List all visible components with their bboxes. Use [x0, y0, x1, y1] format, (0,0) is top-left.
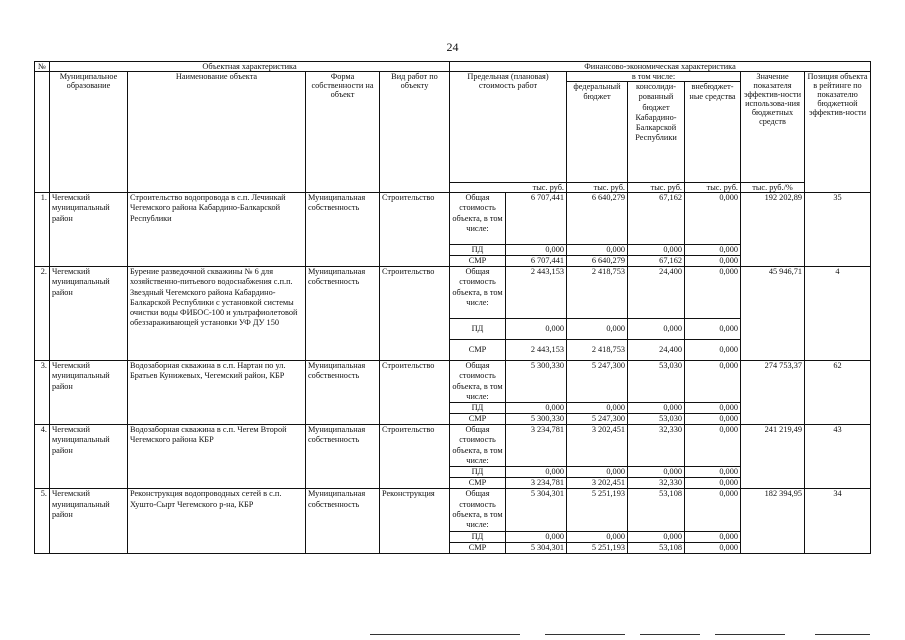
label-pd: ПД [450, 319, 506, 340]
cell-pd-cost: 0,000 [506, 403, 567, 414]
cell-smr-regional: 32,330 [628, 478, 685, 489]
cell-smr-extrabudget: 0,000 [685, 478, 741, 489]
cell-pd-regional: 0,000 [628, 403, 685, 414]
header-efficiency: Значение показателя эффектив-ности использова-ния бюджетных средств [741, 72, 805, 183]
table-row [35, 425, 871, 467]
cell-pd-federal: 0,000 [567, 467, 628, 478]
cell-smr-cost: 5 304,301 [506, 542, 567, 553]
cell-pd-regional: 0,000 [628, 531, 685, 542]
cell-total-extrabudget: 0,000 [685, 267, 741, 319]
row-efficiency: 45 946,71 [741, 267, 805, 361]
cell-smr-extrabudget: 0,000 [685, 340, 741, 361]
row-work-type: Строительство [380, 425, 450, 489]
label-smr: СМР [450, 340, 506, 361]
cell-smr-federal: 2 418,753 [567, 340, 628, 361]
row-municipality: Чегемский муниципальный район [50, 489, 128, 553]
header-ownership: Форма собственности на объект [306, 72, 380, 193]
footer-rule [370, 634, 520, 635]
cell-smr-federal: 3 202,451 [567, 478, 628, 489]
cell-total-federal: 2 418,753 [567, 267, 628, 319]
header-municipality: Муниципальное образование [50, 72, 128, 193]
header-federal: федеральный бюджет [567, 82, 628, 183]
cell-pd-cost: 0,000 [506, 531, 567, 542]
row-municipality: Чегемский муниципальный район [50, 193, 128, 267]
cell-pd-federal: 0,000 [567, 403, 628, 414]
cell-pd-regional: 0,000 [628, 245, 685, 256]
cell-pd-federal: 0,000 [567, 531, 628, 542]
unit-efficiency: тыс. руб./% [741, 183, 805, 193]
cell-pd-cost: 0,000 [506, 467, 567, 478]
cell-total-cost: 6 707,441 [506, 193, 567, 245]
row-number: 5. [35, 489, 50, 553]
row-ownership: Муниципальная собственность [306, 489, 380, 553]
header-no-blank [35, 72, 50, 193]
cell-pd-cost: 0,000 [506, 245, 567, 256]
row-ownership: Муниципальная собственность [306, 267, 380, 361]
row-number: 1. [35, 193, 50, 267]
row-efficiency: 182 394,95 [741, 489, 805, 553]
row-object-name: Бурение разведочной скважины № 6 для хозяйственно-питьевого водоснабжения с.п.п. Звездный Чегемского района Кабардино-Балкарской Республики с установкой системы очистки воды ФИБОС-100 и ультрафиолетовой обеззараживающей установки УФ ДУ 150 [128, 267, 306, 361]
cell-smr-extrabudget: 0,000 [685, 542, 741, 553]
cell-total-extrabudget: 0,000 [685, 361, 741, 403]
cell-pd-extrabudget: 0,000 [685, 403, 741, 414]
cell-pd-extrabudget: 0,000 [685, 531, 741, 542]
row-efficiency: 192 202,89 [741, 193, 805, 267]
cell-pd-extrabudget: 0,000 [685, 467, 741, 478]
row-ownership: Муниципальная собственность [306, 361, 380, 425]
cell-smr-extrabudget: 0,000 [685, 414, 741, 425]
unit-federal: тыс. руб. [567, 183, 628, 193]
header-regional: консолиди-рованный бюджет Кабардино-Балкарской Республики [628, 82, 685, 183]
row-rank: 35 [805, 193, 871, 267]
unit-regional: тыс. руб. [628, 183, 685, 193]
row-object-name: Водозаборная скважина в с.п. Нартан по ул. Братьев Кунижевых, Чегемский район, КБР [128, 361, 306, 425]
cell-smr-regional: 53,108 [628, 542, 685, 553]
row-work-type: Реконструкция [380, 489, 450, 553]
row-rank: 43 [805, 425, 871, 489]
cell-total-extrabudget: 0,000 [685, 425, 741, 467]
label-pd: ПД [450, 403, 506, 414]
label-total: Общая стоимость объекта, в том числе: [450, 193, 506, 245]
table-row [35, 193, 871, 245]
label-total: Общая стоимость объекта, в том числе: [450, 361, 506, 403]
row-rank: 4 [805, 267, 871, 361]
cell-pd-regional: 0,000 [628, 319, 685, 340]
page-number: 24 [446, 40, 459, 54]
cell-smr-cost: 2 443,153 [506, 340, 567, 361]
row-work-type: Строительство [380, 267, 450, 361]
cell-smr-regional: 24,400 [628, 340, 685, 361]
cell-smr-federal: 5 251,193 [567, 542, 628, 553]
footer-rule [815, 634, 870, 635]
row-rank: 34 [805, 489, 871, 553]
cell-pd-federal: 0,000 [567, 245, 628, 256]
label-smr: СМР [450, 542, 506, 553]
cell-smr-cost: 6 707,441 [506, 256, 567, 267]
cell-pd-regional: 0,000 [628, 467, 685, 478]
cell-smr-regional: 53,030 [628, 414, 685, 425]
cell-smr-cost: 5 300,330 [506, 414, 567, 425]
cell-pd-federal: 0,000 [567, 319, 628, 340]
cell-smr-extrabudget: 0,000 [685, 256, 741, 267]
cell-smr-federal: 5 247,300 [567, 414, 628, 425]
label-pd: ПД [450, 531, 506, 542]
cell-pd-extrabudget: 0,000 [685, 319, 741, 340]
footer-rule [715, 634, 785, 635]
label-smr: СМР [450, 478, 506, 489]
label-total: Общая стоимость объекта, в том числе: [450, 489, 506, 531]
header-no: № [35, 62, 50, 72]
footer-rule [640, 634, 700, 635]
cell-total-regional: 53,108 [628, 489, 685, 531]
cell-total-regional: 67,162 [628, 193, 685, 245]
cell-total-cost: 5 300,330 [506, 361, 567, 403]
row-ownership: Муниципальная собственность [306, 425, 380, 489]
header-object-group: Объектная характеристика [50, 62, 450, 72]
row-number: 3. [35, 361, 50, 425]
cell-total-extrabudget: 0,000 [685, 193, 741, 245]
row-efficiency: 241 219,49 [741, 425, 805, 489]
cell-total-federal: 6 640,279 [567, 193, 628, 245]
row-rank: 62 [805, 361, 871, 425]
label-pd: ПД [450, 467, 506, 478]
table-row [35, 267, 871, 319]
row-efficiency: 274 753,37 [741, 361, 805, 425]
header-extrabudget: внебюджет-ные средства [685, 82, 741, 183]
label-pd: ПД [450, 245, 506, 256]
header-work-type: Вид работ по объекту [380, 72, 450, 193]
table-row [35, 489, 871, 531]
header-including: в том числе: [567, 72, 741, 82]
header-cost: Предельная (плановая) стоимость работ [450, 72, 567, 183]
header-rank: Позиция объекта в рейтинге по показателю бюджетной эффектив-ности [805, 72, 871, 193]
label-total: Общая стоимость объекта, в том числе: [450, 425, 506, 467]
row-number: 4. [35, 425, 50, 489]
cell-total-extrabudget: 0,000 [685, 489, 741, 531]
label-total: Общая стоимость объекта, в том числе: [450, 267, 506, 319]
cell-total-cost: 5 304,301 [506, 489, 567, 531]
cell-total-cost: 2 443,153 [506, 267, 567, 319]
header-object-name: Наименование объекта [128, 72, 306, 193]
row-municipality: Чегемский муниципальный район [50, 361, 128, 425]
row-work-type: Строительство [380, 361, 450, 425]
row-object-name: Реконструкция водопроводных сетей в с.п. Хушто-Сырт Чегемского р-на, КБР [128, 489, 306, 553]
row-municipality: Чегемский муниципальный район [50, 267, 128, 361]
footer-rule [545, 634, 625, 635]
cell-smr-regional: 67,162 [628, 256, 685, 267]
objects-table [34, 61, 871, 554]
row-object-name: Строительство водопровода в с.п. Лечинкай Чегемского района Кабардино-Балкарской Республики [128, 193, 306, 267]
unit-extrabudget: тыс. руб. [685, 183, 741, 193]
table-row [35, 361, 871, 403]
cell-pd-cost: 0,000 [506, 319, 567, 340]
cell-smr-cost: 3 234,781 [506, 478, 567, 489]
label-smr: СМР [450, 256, 506, 267]
row-ownership: Муниципальная собственность [306, 193, 380, 267]
row-number: 2. [35, 267, 50, 361]
label-smr: СМР [450, 414, 506, 425]
cell-pd-extrabudget: 0,000 [685, 245, 741, 256]
cell-total-regional: 53,030 [628, 361, 685, 403]
page-footer-rules [0, 630, 905, 640]
unit-cost: тыс. руб. [450, 183, 567, 193]
cell-total-regional: 24,400 [628, 267, 685, 319]
row-work-type: Строительство [380, 193, 450, 267]
row-municipality: Чегемский муниципальный район [50, 425, 128, 489]
header-finance-group: Финансово-экономическая характеристика [450, 62, 871, 72]
row-object-name: Водозаборная скважина в с.п. Чегем Второй Чегемского района КБР [128, 425, 306, 489]
cell-total-federal: 3 202,451 [567, 425, 628, 467]
cell-total-federal: 5 251,193 [567, 489, 628, 531]
cell-total-cost: 3 234,781 [506, 425, 567, 467]
cell-smr-federal: 6 640,279 [567, 256, 628, 267]
cell-total-regional: 32,330 [628, 425, 685, 467]
cell-total-federal: 5 247,300 [567, 361, 628, 403]
